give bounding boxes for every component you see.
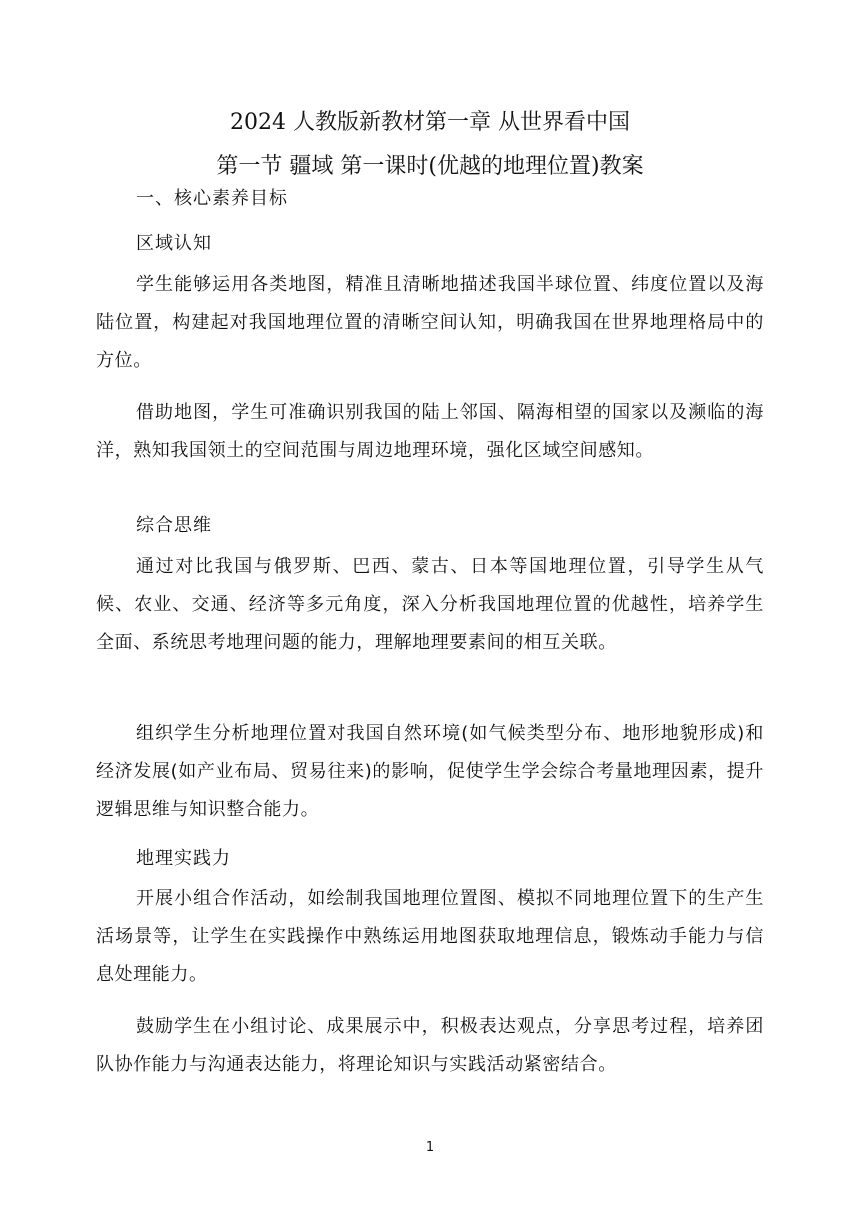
paragraph-regional-2: 借助地图，学生可准确识别我国的陆上邻国、隔海相望的国家以及濒临的海洋，熟知我国领土的空间范围与周边地理环境，强化区域空间感知。 (96, 402, 764, 461)
subheading-regional-cognition: 区域认知 (136, 233, 212, 254)
document-title: 2024 人教版新教材第一章 从世界看中国 (230, 110, 630, 135)
section-heading: 一、核心素养目标 (136, 188, 288, 209)
document-subtitle: 第一节 疆域 第一课时(优越的地理位置)教案 (216, 154, 644, 179)
paragraph-practice-1: 开展小组合作活动，如绘制我国地理位置图、模拟不同地理位置下的生产生活场景等，让学生在实践操作中熟练运用地图获取地理信息，锻炼动手能力与信息处理能力。 (96, 888, 764, 985)
paragraph-regional-1: 学生能够运用各类地图，精准且清晰地描述我国半球位置、纬度位置以及海陆位置，构建起对我国地理位置的清晰空间认知，明确我国在世界地理格局中的方位。 (96, 274, 764, 371)
paragraph-practice-2: 鼓励学生在小组讨论、成果展示中，积极表达观点，分享思考过程，培养团队协作能力与沟通表达能力，将理论知识与实践活动紧密结合。 (96, 1016, 764, 1075)
paragraph-integrated-1: 通过对比我国与俄罗斯、巴西、蒙古、日本等国地理位置，引导学生从气候、农业、交通、经济等多元角度，深入分析我国地理位置的优越性，培养学生全面、系统思考地理问题的能力，理解地理要素间的相互关联。 (96, 556, 764, 653)
subheading-integrated-thinking: 综合思维 (136, 515, 212, 536)
subheading-geographic-practice: 地理实践力 (136, 848, 231, 869)
paragraph-integrated-2: 组织学生分析地理位置对我国自然环境(如气候类型分布、地形地貌形成)和经济发展(如产业布局、贸易往来)的影响，促使学生学会综合考量地理因素，提升逻辑思维与知识整合能力。 (96, 723, 764, 820)
page-number: 1 (425, 1140, 435, 1155)
